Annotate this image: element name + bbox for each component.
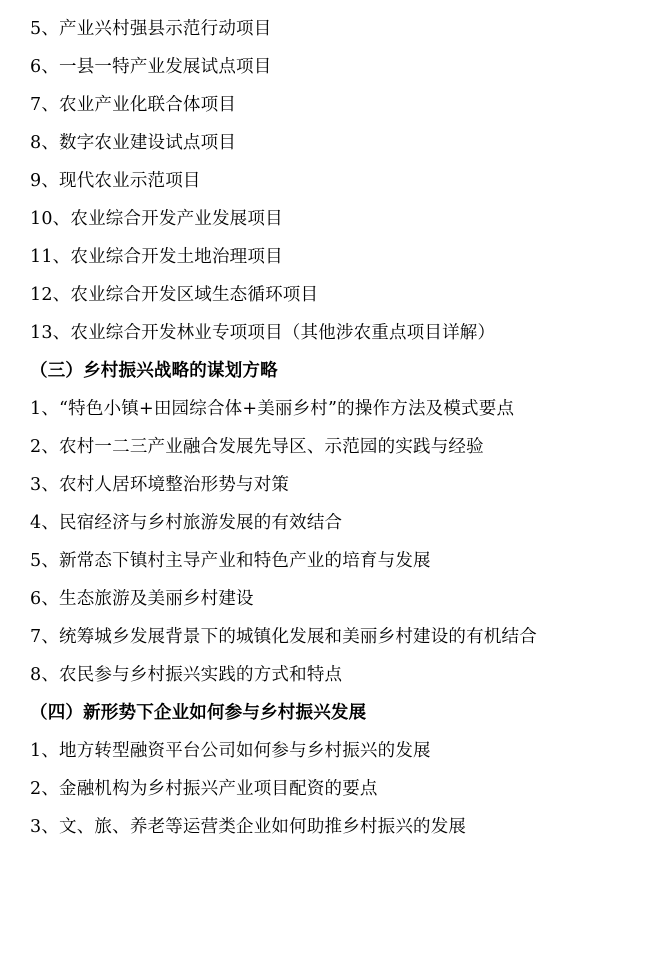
- list-item: [30, 238, 627, 276]
- list-item-text: 3、文、旅、养老等运营类企业如何助推乡村振兴的发展: [30, 817, 467, 837]
- list-item: [30, 770, 627, 808]
- list-item-text: 12、农业综合开发区域生态循环项目: [30, 285, 319, 305]
- list-item: [30, 86, 627, 124]
- section-heading: [30, 352, 627, 390]
- list-item-text: 2、金融机构为乡村振兴产业项目配资的要点: [30, 779, 378, 799]
- list-item-text: 6、一县一特产业发展试点项目: [30, 57, 272, 77]
- list-item: [30, 542, 627, 580]
- section-heading: [30, 694, 627, 732]
- list-item-text: 5、新常态下镇村主导产业和特色产业的培育与发展: [30, 551, 431, 571]
- list-item-text: 1、“特色小镇+田园综合体+美丽乡村”的操作方法及模式要点: [30, 399, 515, 419]
- list-item: [30, 314, 627, 352]
- list-item: [30, 732, 627, 770]
- list-item-text: 10、农业综合开发产业发展项目: [30, 209, 283, 229]
- list-item: [30, 580, 627, 618]
- list-item: [30, 10, 627, 48]
- list-item-text: 6、生态旅游及美丽乡村建设: [30, 589, 254, 609]
- list-item-text: 8、数字农业建设试点项目: [30, 133, 237, 153]
- list-item: [30, 466, 627, 504]
- document-body: [30, 10, 627, 846]
- list-item-text: 13、农业综合开发林业专项项目（其他涉农重点项目详解）: [30, 323, 496, 343]
- list-item: [30, 162, 627, 200]
- list-item-text: 2、农村一二三产业融合发展先导区、示范园的实践与经验: [30, 437, 484, 457]
- list-item: [30, 504, 627, 542]
- list-item-text: 9、现代农业示范项目: [30, 171, 201, 191]
- list-item: [30, 390, 627, 428]
- list-item: [30, 276, 627, 314]
- list-item-text: 5、产业兴村强县示范行动项目: [30, 19, 272, 39]
- section-heading-text: （四）新形势下企业如何参与乡村振兴发展: [30, 703, 367, 723]
- list-item: [30, 618, 627, 656]
- list-item: [30, 428, 627, 466]
- list-item: [30, 200, 627, 238]
- list-item-text: 3、农村人居环境整治形势与对策: [30, 475, 290, 495]
- section-heading-text: （三）乡村振兴战略的谋划方略: [30, 361, 278, 381]
- list-item-text: 1、地方转型融资平台公司如何参与乡村振兴的发展: [30, 741, 431, 761]
- list-item: [30, 808, 627, 846]
- list-item: [30, 656, 627, 694]
- list-item-text: 8、农民参与乡村振兴实践的方式和特点: [30, 665, 343, 685]
- list-item: [30, 124, 627, 162]
- list-item-text: 7、农业产业化联合体项目: [30, 95, 237, 115]
- list-item-text: 7、统筹城乡发展背景下的城镇化发展和美丽乡村建设的有机结合: [30, 627, 537, 647]
- list-item-text: 11、农业综合开发土地治理项目: [30, 247, 283, 267]
- list-item-text: 4、民宿经济与乡村旅游发展的有效结合: [30, 513, 343, 533]
- list-item: [30, 48, 627, 86]
